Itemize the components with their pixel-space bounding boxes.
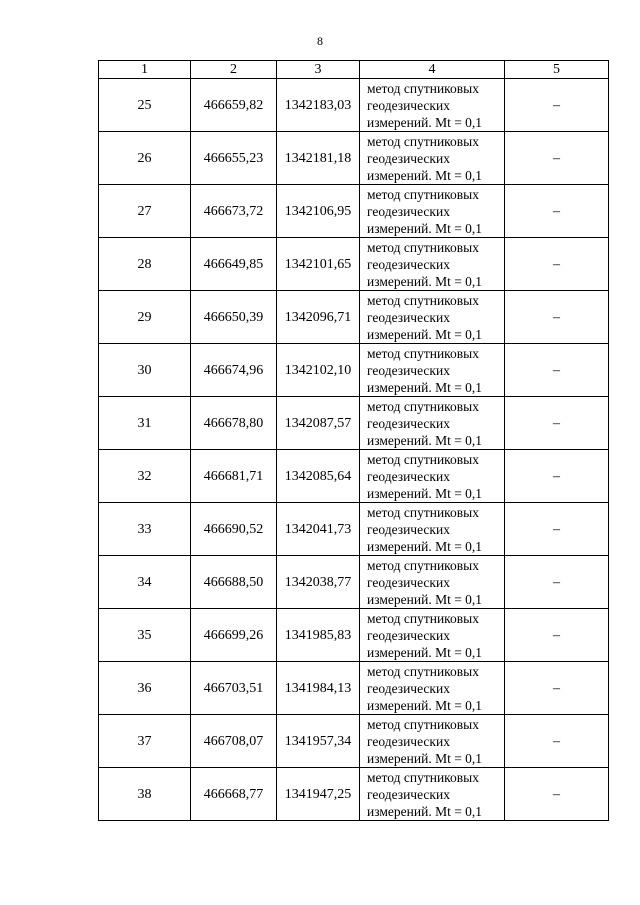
table-row — [99, 185, 609, 238]
note-cell: – — [505, 291, 609, 344]
y-coordinate-cell: 1342101,65 — [277, 238, 360, 291]
point-number-cell: 28 — [99, 238, 191, 291]
y-coordinate-cell: 1342181,18 — [277, 132, 360, 185]
note-cell: – — [505, 238, 609, 291]
point-number-cell: 31 — [99, 397, 191, 450]
y-coordinate-cell: 1342087,57 — [277, 397, 360, 450]
column-header-1: 1 — [99, 61, 191, 79]
method-cell: метод спутниковых геодезических измерений. Mt = 0,1 — [360, 132, 505, 185]
point-number-cell: 33 — [99, 503, 191, 556]
method-cell: метод спутниковых геодезических измерений. Mt = 0,1 — [360, 662, 505, 715]
method-cell: метод спутниковых геодезических измерений. Mt = 0,1 — [360, 768, 505, 821]
x-coordinate-cell: 466659,82 — [191, 79, 277, 132]
note-cell: – — [505, 79, 609, 132]
method-cell: метод спутниковых геодезических измерений. Mt = 0,1 — [360, 715, 505, 768]
point-number-cell: 38 — [99, 768, 191, 821]
point-number-cell: 37 — [99, 715, 191, 768]
method-cell: метод спутниковых геодезических измерений. Mt = 0,1 — [360, 503, 505, 556]
point-number-cell: 36 — [99, 662, 191, 715]
point-number-cell: 26 — [99, 132, 191, 185]
method-cell: метод спутниковых геодезических измерений. Mt = 0,1 — [360, 450, 505, 503]
table-row — [99, 291, 609, 344]
table-row — [99, 609, 609, 662]
y-coordinate-cell: 1342085,64 — [277, 450, 360, 503]
coordinates-table — [98, 60, 609, 821]
table-row — [99, 238, 609, 291]
header-row — [99, 61, 609, 79]
note-cell: – — [505, 715, 609, 768]
point-number-cell: 35 — [99, 609, 191, 662]
table-row — [99, 556, 609, 609]
x-coordinate-cell: 466673,72 — [191, 185, 277, 238]
column-header-4: 4 — [360, 61, 505, 79]
y-coordinate-cell: 1341984,13 — [277, 662, 360, 715]
note-cell: – — [505, 132, 609, 185]
note-cell: – — [505, 503, 609, 556]
page-number: 8 — [317, 34, 323, 48]
point-number-cell: 29 — [99, 291, 191, 344]
method-cell: метод спутниковых геодезических измерений. Mt = 0,1 — [360, 185, 505, 238]
y-coordinate-cell: 1341947,25 — [277, 768, 360, 821]
note-cell: – — [505, 556, 609, 609]
y-coordinate-cell: 1342038,77 — [277, 556, 360, 609]
note-cell: – — [505, 609, 609, 662]
method-cell: метод спутниковых геодезических измерений. Mt = 0,1 — [360, 556, 505, 609]
y-coordinate-cell: 1342096,71 — [277, 291, 360, 344]
table-row — [99, 715, 609, 768]
note-cell: – — [505, 185, 609, 238]
y-coordinate-cell: 1342183,03 — [277, 79, 360, 132]
method-cell: метод спутниковых геодезических измерений. Mt = 0,1 — [360, 238, 505, 291]
method-cell: метод спутниковых геодезических измерений. Mt = 0,1 — [360, 344, 505, 397]
x-coordinate-cell: 466699,26 — [191, 609, 277, 662]
table-header — [99, 61, 609, 79]
x-coordinate-cell: 466655,23 — [191, 132, 277, 185]
note-cell: – — [505, 662, 609, 715]
table-row — [99, 344, 609, 397]
y-coordinate-cell: 1342102,10 — [277, 344, 360, 397]
x-coordinate-cell: 466688,50 — [191, 556, 277, 609]
table-row — [99, 132, 609, 185]
column-header-2: 2 — [191, 61, 277, 79]
method-cell: метод спутниковых геодезических измерений. Mt = 0,1 — [360, 609, 505, 662]
y-coordinate-cell: 1341957,34 — [277, 715, 360, 768]
x-coordinate-cell: 466674,96 — [191, 344, 277, 397]
y-coordinate-cell: 1342106,95 — [277, 185, 360, 238]
x-coordinate-cell: 466668,77 — [191, 768, 277, 821]
y-coordinate-cell: 1341985,83 — [277, 609, 360, 662]
x-coordinate-cell: 466649,85 — [191, 238, 277, 291]
table-row — [99, 768, 609, 821]
note-cell: – — [505, 768, 609, 821]
point-number-cell: 27 — [99, 185, 191, 238]
x-coordinate-cell: 466650,39 — [191, 291, 277, 344]
x-coordinate-cell: 466708,07 — [191, 715, 277, 768]
note-cell: – — [505, 344, 609, 397]
x-coordinate-cell: 466678,80 — [191, 397, 277, 450]
method-cell: метод спутниковых геодезических измерений. Mt = 0,1 — [360, 79, 505, 132]
note-cell: – — [505, 397, 609, 450]
table-row — [99, 450, 609, 503]
table-body — [99, 79, 609, 821]
x-coordinate-cell: 466690,52 — [191, 503, 277, 556]
point-number-cell: 25 — [99, 79, 191, 132]
table-row — [99, 79, 609, 132]
method-cell: метод спутниковых геодезических измерений. Mt = 0,1 — [360, 397, 505, 450]
note-cell: – — [505, 450, 609, 503]
point-number-cell: 34 — [99, 556, 191, 609]
method-cell: метод спутниковых геодезических измерений. Mt = 0,1 — [360, 291, 505, 344]
table-row — [99, 503, 609, 556]
point-number-cell: 32 — [99, 450, 191, 503]
table-row — [99, 397, 609, 450]
column-header-5: 5 — [505, 61, 609, 79]
x-coordinate-cell: 466681,71 — [191, 450, 277, 503]
point-number-cell: 30 — [99, 344, 191, 397]
y-coordinate-cell: 1342041,73 — [277, 503, 360, 556]
column-header-3: 3 — [277, 61, 360, 79]
table-row — [99, 662, 609, 715]
x-coordinate-cell: 466703,51 — [191, 662, 277, 715]
